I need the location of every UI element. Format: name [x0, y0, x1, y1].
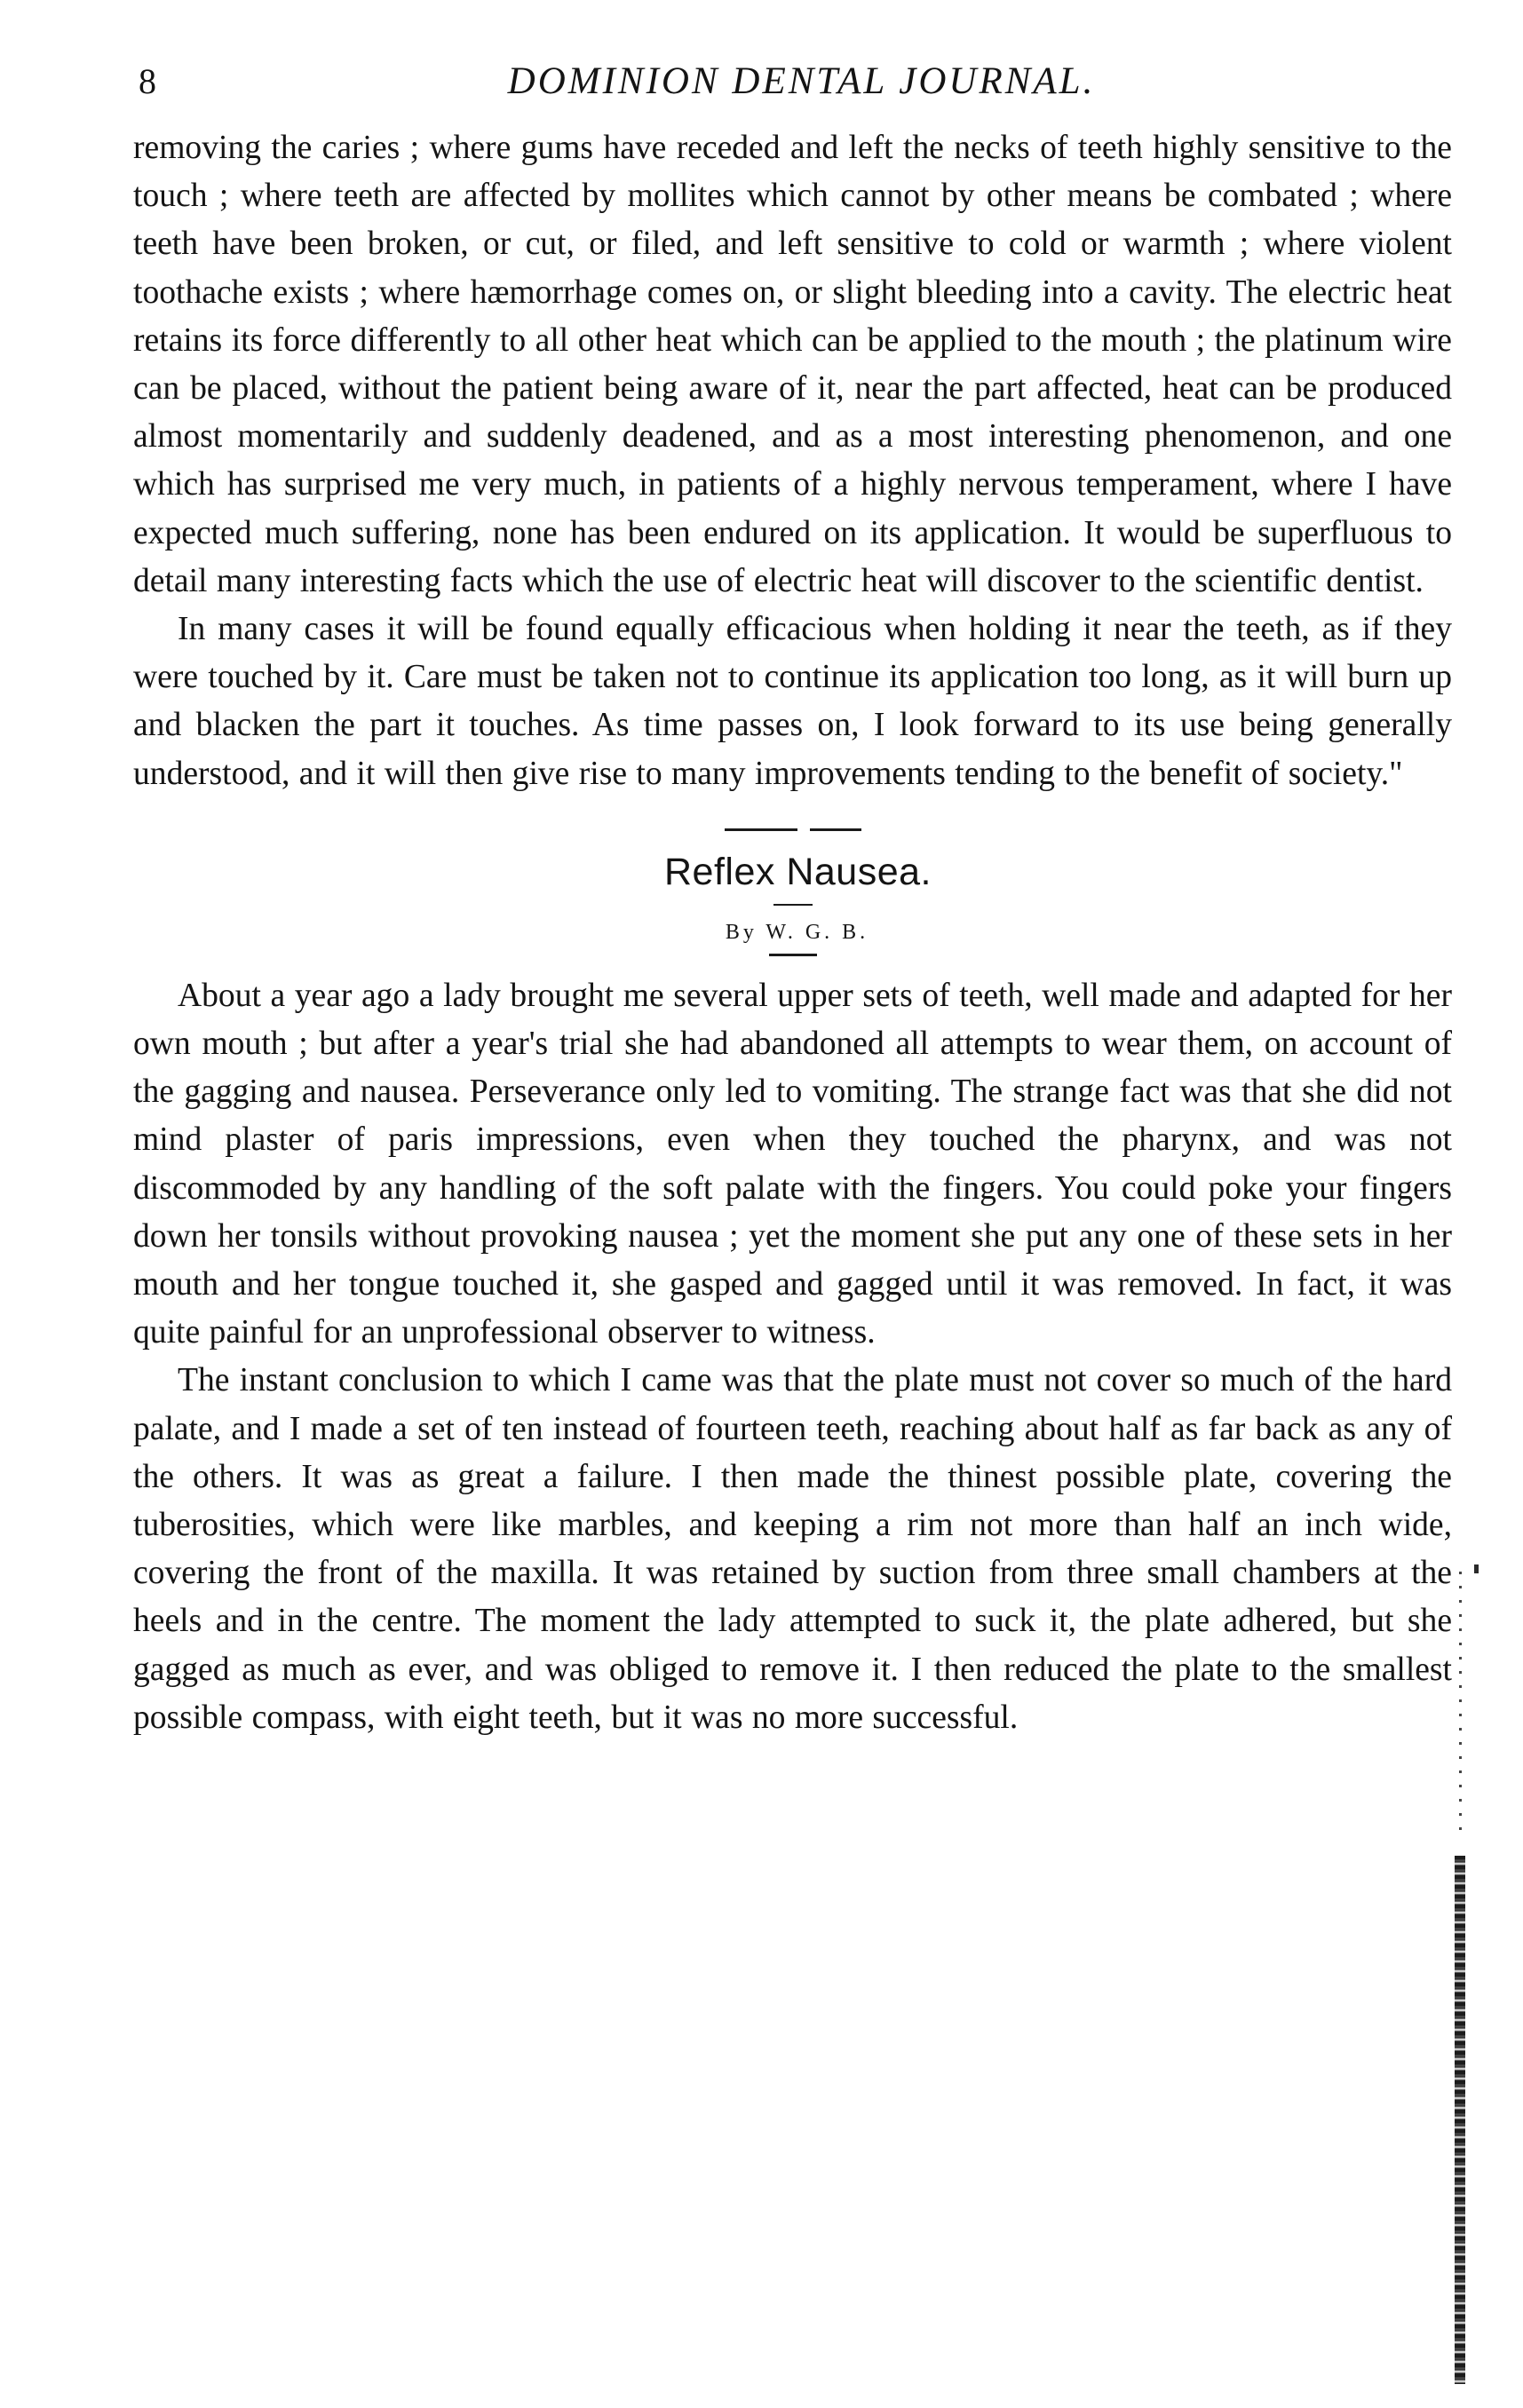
- article-byline: By W. G. B.: [725, 920, 869, 944]
- article-title: Reflex Nausea.: [664, 850, 932, 893]
- binding-speckle: [1459, 1572, 1462, 1838]
- divider-line: [725, 828, 797, 831]
- divider-line: [769, 954, 817, 956]
- divider-line: [773, 904, 813, 906]
- journal-title: DOMINION DENTAL JOURNAL.: [507, 60, 1096, 102]
- title-divider: [133, 904, 1452, 906]
- divider-line: [810, 828, 861, 831]
- body-paragraph: In many cases it will be found equally efficacious when holding it near the teeth, as if they were touched by it. Care must be taken not to continue its application too long, as it will burn up and blacken the part it touches. As time passes on, I look forward to its use being generally understood, and it will then give rise to many improvements tending to the benefit of society.": [133, 611, 1452, 792]
- margin-mark: [1474, 1564, 1479, 1573]
- article-paragraph: The instant conclusion to which I came was that the plate must not cover so much of the hard palate, and I made a set of ten instead of fourteen teeth, reaching about half as far back as any of the others. It was as great a failure. I then made the thinest possible plate, covering the tuberosities, which were like marbles, and keeping a rim not more than half an inch wide, covering the front of the maxilla. It was retained by suction from three small chambers at the heels and in the centre. The moment the lady attempted to suck it, the plate adhered, but she gagged as much as ever, and was obliged to remove it. I then reduced the plate to the smallest possible compass, with eight teeth, but it was no more successful.: [133, 1362, 1452, 1736]
- byline-divider: [133, 954, 1452, 956]
- binding-edge: [1455, 1856, 1465, 2384]
- article-paragraph: About a year ago a lady brought me several upper sets of teeth, well made and adapted for her own mouth ; but after a year's trial she had abandoned all attempts to wear them, on account of the gagging and nausea. Perseverance only led to vomiting. The strange fact was that she did not mind plaster of paris impressions, even when they touched the pharynx, and was not discommoded by any handling of the soft palate with the fingers. You could poke your fingers down her tonsils without provoking nausea ; yet the moment she put any one of these sets in her mouth and her tongue touched it, she gasped and gagged until it was removed. In fact, it was quite painful for an unprofessional observer to witness.: [133, 977, 1452, 1351]
- section-divider: [133, 828, 1452, 831]
- body-paragraph: removing the caries ; where gums have receded and left the necks of teeth highly sensitive to the touch ; where teeth are affected by mollites which cannot by other means be combated ; where teeth have been broken, or cut, or filed, and left sensitive to cold or warmth ; where violent toothache exists ; where hæmorrhage comes on, or slight bleeding into a cavity. The electric heat retains its force differently to all other heat which can be applied to the mouth ; the platinum wire can be placed, without the patient being aware of it, near the part affected, heat can be produced almost momentarily and suddenly deadened, and as a most interesting phenomenon, and one which has surprised me very much, in patients of a highly nervous temperament, where I have expected much suffering, none has been endured on its application. It would be superfluous to detail many interesting facts which the use of electric heat will discover to the scientific dentist.: [133, 130, 1452, 599]
- page-content: [133, 55, 1452, 1742]
- running-header: [133, 55, 1452, 108]
- page-number: 8: [139, 61, 156, 101]
